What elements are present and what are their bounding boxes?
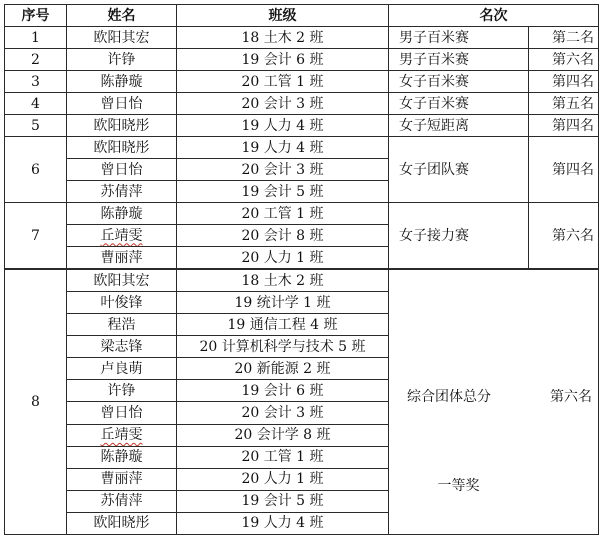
header-name: 姓名 <box>67 5 177 27</box>
row-idx: 8 <box>5 269 67 535</box>
row-name <box>67 225 177 247</box>
team8-event-line <box>389 387 598 407</box>
award-label: 一等奖 <box>437 477 480 494</box>
table-row <box>5 49 599 71</box>
name-text: 丘靖雯 <box>100 227 143 244</box>
row-event: 女子短距离 <box>389 115 529 137</box>
row-rank: 第四名 <box>529 71 599 93</box>
row-name: 梁志锋 <box>67 336 177 358</box>
row-class: 20 工管 1 班 <box>177 71 389 93</box>
row-class: 19 会计 6 班 <box>177 49 389 71</box>
row-class: 20 会计 3 班 <box>177 93 389 115</box>
row-name: 苏倩萍 <box>67 181 177 203</box>
row-class: 20 会计 3 班 <box>177 402 389 424</box>
row-class: 19 人力 4 班 <box>177 115 389 137</box>
row-class: 20 会计 3 班 <box>177 159 389 181</box>
row-event: 女子接力赛 <box>389 203 529 270</box>
row-class: 20 会计学 8 班 <box>177 424 389 446</box>
row-class: 20 计算机科学与技术 5 班 <box>177 336 389 358</box>
row-name <box>67 424 177 446</box>
row-class: 18 土木 2 班 <box>177 27 389 49</box>
row-name: 欧阳其宏 <box>67 269 177 292</box>
row-name: 欧阳晓彤 <box>67 512 177 534</box>
row-class: 18 土木 2 班 <box>177 269 389 292</box>
row-name: 许铮 <box>67 380 177 402</box>
row-rank: 第四名 <box>529 115 599 137</box>
row-class: 20 新能源 2 班 <box>177 358 389 380</box>
table-row <box>5 137 599 159</box>
row-idx: 3 <box>5 71 67 93</box>
row-event: 女子百米赛 <box>389 93 529 115</box>
row-name: 曾日怡 <box>67 402 177 424</box>
row-rank: 第五名 <box>529 93 599 115</box>
row-class: 20 工管 1 班 <box>177 203 389 225</box>
row-event: 男子百米赛 <box>389 27 529 49</box>
row-class: 20 会计 8 班 <box>177 225 389 247</box>
team8-place-cell <box>389 269 599 535</box>
row-rank: 第四名 <box>529 137 599 203</box>
row-class: 19 会计 6 班 <box>177 380 389 402</box>
row-event: 男子百米赛 <box>389 49 529 71</box>
row-class: 20 工管 1 班 <box>177 446 389 468</box>
row-rank: 第六名 <box>529 203 599 270</box>
row-name: 曹丽萍 <box>67 468 177 490</box>
row-name: 程浩 <box>67 314 177 336</box>
row-name: 许铮 <box>67 49 177 71</box>
header-idx: 序号 <box>5 5 67 27</box>
row-class: 19 人力 4 班 <box>177 137 389 159</box>
table-row <box>5 71 599 93</box>
row-class: 20 人力 1 班 <box>177 247 389 270</box>
row-class: 19 统计学 1 班 <box>177 292 389 314</box>
row-name: 苏倩萍 <box>67 490 177 512</box>
table-row <box>5 115 599 137</box>
header-class: 班级 <box>177 5 389 27</box>
row-rank: 第六名 <box>529 49 599 71</box>
table-row <box>5 269 599 292</box>
header-row <box>5 5 599 27</box>
row-class: 19 会计 5 班 <box>177 181 389 203</box>
row-event: 女子百米赛 <box>389 71 529 93</box>
row-name: 欧阳晓彤 <box>67 137 177 159</box>
table-row <box>5 27 599 49</box>
row-name: 陈静璇 <box>67 203 177 225</box>
row-class: 19 人力 4 班 <box>177 512 389 534</box>
row-name: 叶俊锋 <box>67 292 177 314</box>
row-idx: 5 <box>5 115 67 137</box>
row-rank: 第六名 <box>550 388 592 405</box>
row-idx: 4 <box>5 93 67 115</box>
row-idx: 6 <box>5 137 67 203</box>
row-class: 19 会计 5 班 <box>177 490 389 512</box>
row-idx: 2 <box>5 49 67 71</box>
row-class: 19 通信工程 4 班 <box>177 314 389 336</box>
row-class: 20 人力 1 班 <box>177 468 389 490</box>
row-event: 综合团体总分 <box>407 388 491 405</box>
row-name: 卢良萌 <box>67 358 177 380</box>
table-row <box>5 203 599 225</box>
table-row <box>5 93 599 115</box>
row-name: 曾日怡 <box>67 159 177 181</box>
row-name: 陈静璇 <box>67 71 177 93</box>
row-event: 女子团队赛 <box>389 137 529 203</box>
row-name: 曹丽萍 <box>67 247 177 270</box>
awards-table <box>4 4 599 535</box>
header-place: 名次 <box>389 5 599 27</box>
row-name: 陈静璇 <box>67 446 177 468</box>
row-idx: 7 <box>5 203 67 270</box>
name-text: 丘靖雯 <box>100 427 143 444</box>
row-name: 曾日怡 <box>67 93 177 115</box>
row-name: 欧阳其宏 <box>67 27 177 49</box>
row-name: 欧阳晓彤 <box>67 115 177 137</box>
row-idx: 1 <box>5 27 67 49</box>
row-rank: 第二名 <box>529 27 599 49</box>
